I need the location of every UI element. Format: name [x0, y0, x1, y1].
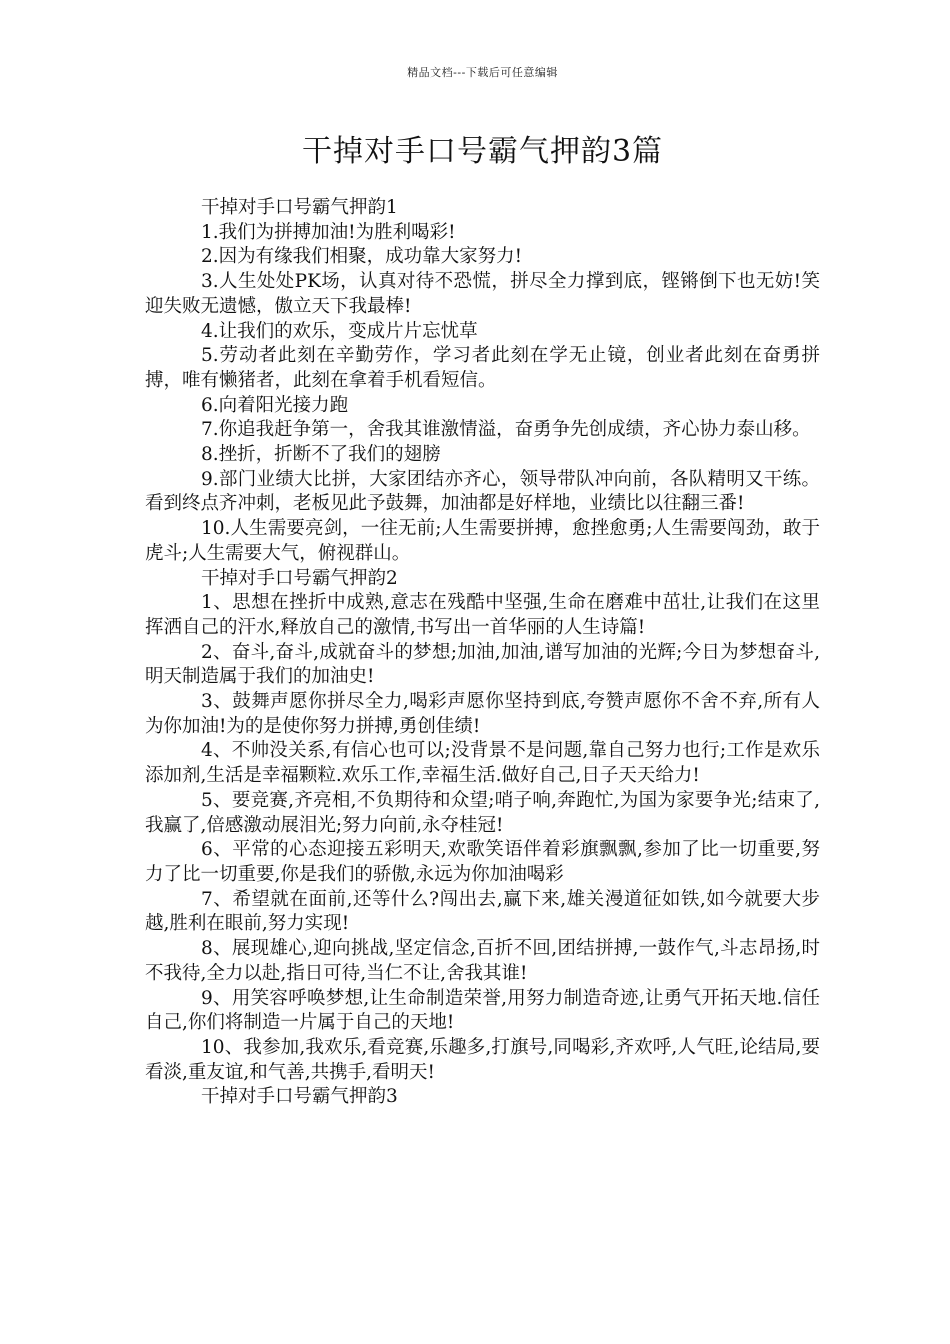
- slogan-paragraph: 3.人生处处PK场，认真对待不恐慌，拼尽全力撑到底，铿锵倒下也无妨!笑迎失败无遗憾，傲立天下我最棒!: [145, 271, 820, 317]
- slogan-paragraph: 8、展现雄心,迎向挑战,坚定信念,百折不回,团结拼搏,一鼓作气,斗志昂扬,时不我待,全力以赴,指日可待,当仁不让,舍我其谁!: [145, 938, 820, 984]
- slogan-paragraph: 5.劳动者此刻在辛勤劳作，学习者此刻在学无止镜，创业者此刻在奋勇拼搏，唯有懒猪者，此刻在拿着手机看短信。: [145, 345, 820, 391]
- slogan-paragraph: 1.我们为拼搏加油!为胜利喝彩!: [201, 221, 456, 243]
- slogan-paragraph: 4.让我们的欢乐，变成片片忘忧草: [201, 320, 478, 342]
- slogan-paragraph: 4、不帅没关系,有信心也可以;没背景不是问题,靠自己努力也行;工作是欢乐添加剂,生活是幸福颗粒.欢乐工作,幸福生活.做好自己,日子天天给力!: [145, 740, 820, 787]
- slogan-paragraph: 6、平常的心态迎接五彩明天,欢歌笑语伴着彩旗飘飘,参加了比一切重要,努力了比一切重要,你是我们的骄傲,永远为你加油喝彩: [145, 839, 820, 885]
- section-heading: 干掉对手口号霸气押韵1: [201, 197, 398, 218]
- slogan-paragraph: 10.人生需要亮剑，一往无前;人生需要拼搏，愈挫愈勇;人生需要闯劲，敢于虎斗;人生需要大气，俯视群山。: [145, 518, 820, 564]
- slogan-paragraph: 2.因为有缘我们相聚，成功靠大家努力!: [201, 246, 523, 268]
- slogan-paragraph: 10、我参加,我欢乐,看竞赛,乐趣多,打旗号,同喝彩,齐欢呼,人气旺,论结局,要看淡,重友谊,和气善,共携手,看明天!: [145, 1036, 820, 1083]
- slogan-paragraph: 3、鼓舞声愿你拼尽全力,喝彩声愿你坚持到底,夸赞声愿你不舍不弃,所有人为你加油!为的是使你努力拼搏,勇创佳绩!: [145, 691, 820, 737]
- document-title: 干掉对手口号霸气押韵3篇: [301, 134, 664, 169]
- slogan-paragraph: 9、用笑容呼唤梦想,让生命制造荣誉,用努力制造奇迹,让勇气开拓天地.信任自己,你们将制造一片属于自己的天地!: [145, 987, 820, 1034]
- slogan-paragraph: 9.部门业绩大比拼，大家团结亦齐心，领导带队冲向前，各队精明又干练。看到终点齐冲刺，老板见此予鼓舞，加油都是好样地，业绩比以往翻三番!: [145, 468, 820, 515]
- slogan-paragraph: 6.向着阳光接力跑: [201, 394, 349, 416]
- document-body: [145, 196, 820, 1110]
- slogan-paragraph: 5、要竞赛,齐亮相,不负期待和众望;哨子响,奔跑忙,为国为家要争光;结束了,我赢了,倍感激动展泪光;努力向前,永夺桂冠!: [145, 789, 820, 836]
- slogan-paragraph: 1、思想在挫折中成熟,意志在残酷中坚强,生命在磨难中茁壮,让我们在这里挥洒自己的汗水,释放自己的激情,书写出一首华丽的人生诗篇!: [145, 592, 820, 638]
- slogan-paragraph: 7.你追我赶争第一，舍我其谁激情溢，奋勇争先创成绩，齐心协力泰山移。: [201, 419, 811, 441]
- slogan-paragraph: 7、希望就在面前,还等什么?闯出去,赢下来,雄关漫道征如铁,如今就要大步越,胜利在眼前,努力实现!: [145, 888, 820, 935]
- section-heading: 干掉对手口号霸气押韵3: [201, 1086, 398, 1108]
- header-note: 精品文档---下载后可任意编辑: [407, 66, 558, 79]
- slogan-paragraph: 2、奋斗,奋斗,成就奋斗的梦想;加油,加油,谱写加油的光辉;今日为梦想奋斗,明天制造属于我们的加油史!: [145, 641, 820, 688]
- section-heading: 干掉对手口号霸气押韵2: [201, 567, 398, 589]
- slogan-paragraph: 8.挫折，折断不了我们的翅膀: [201, 444, 441, 466]
